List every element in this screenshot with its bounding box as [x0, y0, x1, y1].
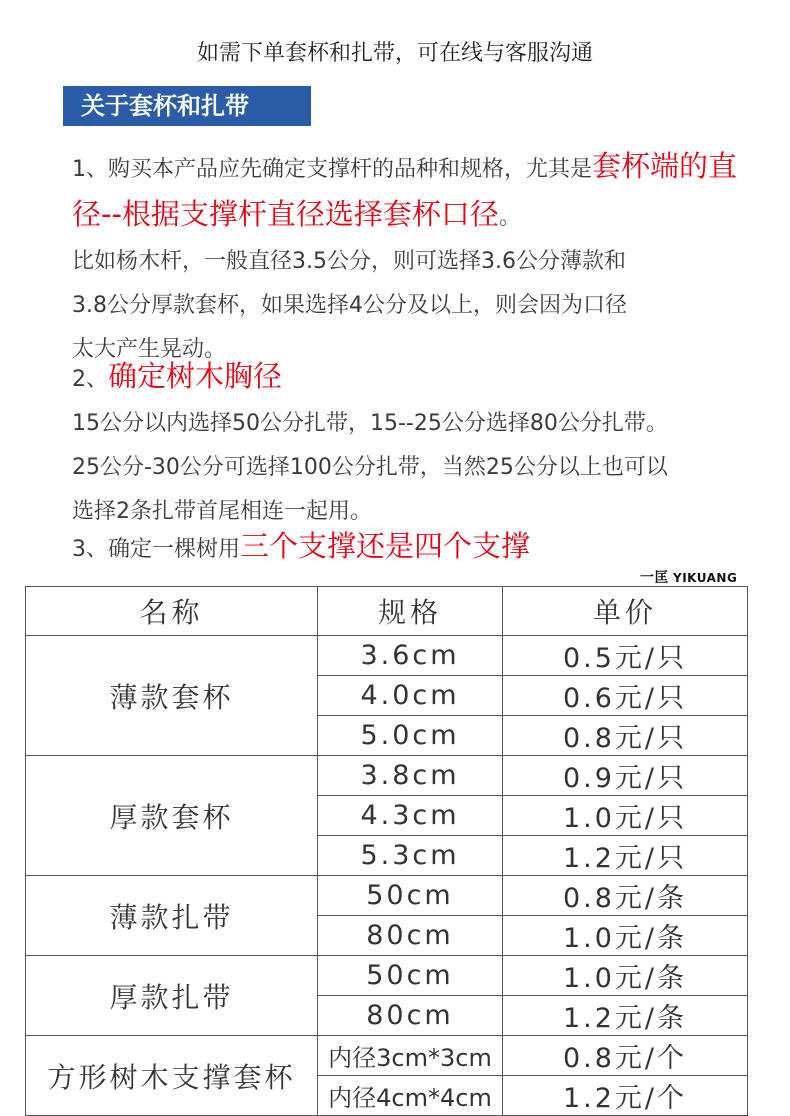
price-cell: 1.2元/条	[503, 996, 748, 1036]
p2-line4: 选择2条扎带首尾相连一起用。	[72, 499, 372, 524]
price-cell: 0.5元/只	[503, 636, 748, 676]
price-cell: 1.2元/个	[503, 1076, 748, 1116]
p1-prefix: 1、购买本产品应先确定支撑杆的品种和规格，尤其是	[72, 157, 592, 182]
header-name: 名称	[26, 587, 318, 636]
section-title-banner: 关于套杯和扎带	[63, 86, 311, 126]
price-cell: 0.9元/只	[503, 756, 748, 796]
p2-line3: 25公分-30公分可选择100公分扎带，当然25公分以上也可以	[72, 455, 668, 480]
product-name: 方形树木支撑套杯	[26, 1036, 318, 1116]
p2-prefix: 2、	[72, 367, 108, 392]
product-name: 薄款套杯	[26, 636, 318, 756]
table-row	[26, 756, 748, 796]
paragraph-1	[72, 144, 742, 372]
spec-cell: 3.6cm	[318, 636, 503, 676]
table-row	[26, 876, 748, 916]
table-row	[26, 1036, 748, 1076]
spec-cell: 4.3cm	[318, 796, 503, 836]
p1-line2: 比如杨木杆，一般直径3.5公分，则可选择3.6公分薄款和	[72, 249, 626, 274]
price-cell: 1.0元/条	[503, 916, 748, 956]
paragraph-2	[72, 354, 742, 534]
table-row	[26, 636, 748, 676]
spec-cell: 内径4cm*4cm	[318, 1076, 503, 1116]
p3-highlight: 三个支撑还是四个支撑	[240, 529, 531, 563]
p1-line4: 太大产生晃动。	[72, 337, 227, 362]
spec-cell: 50cm	[318, 956, 503, 996]
p3-prefix: 3、确定一棵树用	[72, 537, 240, 562]
spec-cell: 5.3cm	[318, 836, 503, 876]
product-name: 厚款套杯	[26, 756, 318, 876]
price-cell: 0.8元/条	[503, 876, 748, 916]
price-cell: 0.8元/只	[503, 716, 748, 756]
brand-en: YIKUANG	[673, 571, 738, 585]
price-cell: 0.6元/只	[503, 676, 748, 716]
p2-highlight: 确定树木胸径	[108, 359, 283, 393]
header-price: 单价	[503, 587, 748, 636]
price-cell: 0.8元/个	[503, 1036, 748, 1076]
spec-cell: 80cm	[318, 996, 503, 1036]
spec-cell: 内径3cm*3cm	[318, 1036, 503, 1076]
brand-cn: 一匡	[640, 570, 669, 586]
price-cell: 1.0元/条	[503, 956, 748, 996]
price-cell: 1.0元/只	[503, 796, 748, 836]
spec-cell: 50cm	[318, 876, 503, 916]
price-table	[25, 586, 748, 1116]
p2-line2: 15公分以内选择50公分扎带，15--25公分选择80公分扎带。	[72, 411, 668, 436]
spec-cell: 3.8cm	[318, 756, 503, 796]
p1-highlight: 套杯端的直径--根据支撑杆直径选择套杯口径	[72, 149, 738, 231]
p1-line3: 3.8公分厚款套杯，如果选择4公分及以上，则会因为口径	[72, 293, 627, 318]
price-cell: 1.2元/只	[503, 836, 748, 876]
spec-cell: 80cm	[318, 916, 503, 956]
product-name: 薄款扎带	[26, 876, 318, 956]
table-row	[26, 956, 748, 996]
spec-cell: 5.0cm	[318, 716, 503, 756]
header-spec: 规格	[318, 587, 503, 636]
spec-cell: 4.0cm	[318, 676, 503, 716]
table-header-row	[26, 587, 748, 636]
brand-logo	[640, 567, 737, 587]
order-notice: 如需下单套杯和扎带，可在线与客服沟通	[196, 41, 593, 66]
p1-suffix: 。	[498, 205, 521, 230]
product-name: 厚款扎带	[26, 956, 318, 1036]
paragraph-3	[72, 524, 742, 572]
